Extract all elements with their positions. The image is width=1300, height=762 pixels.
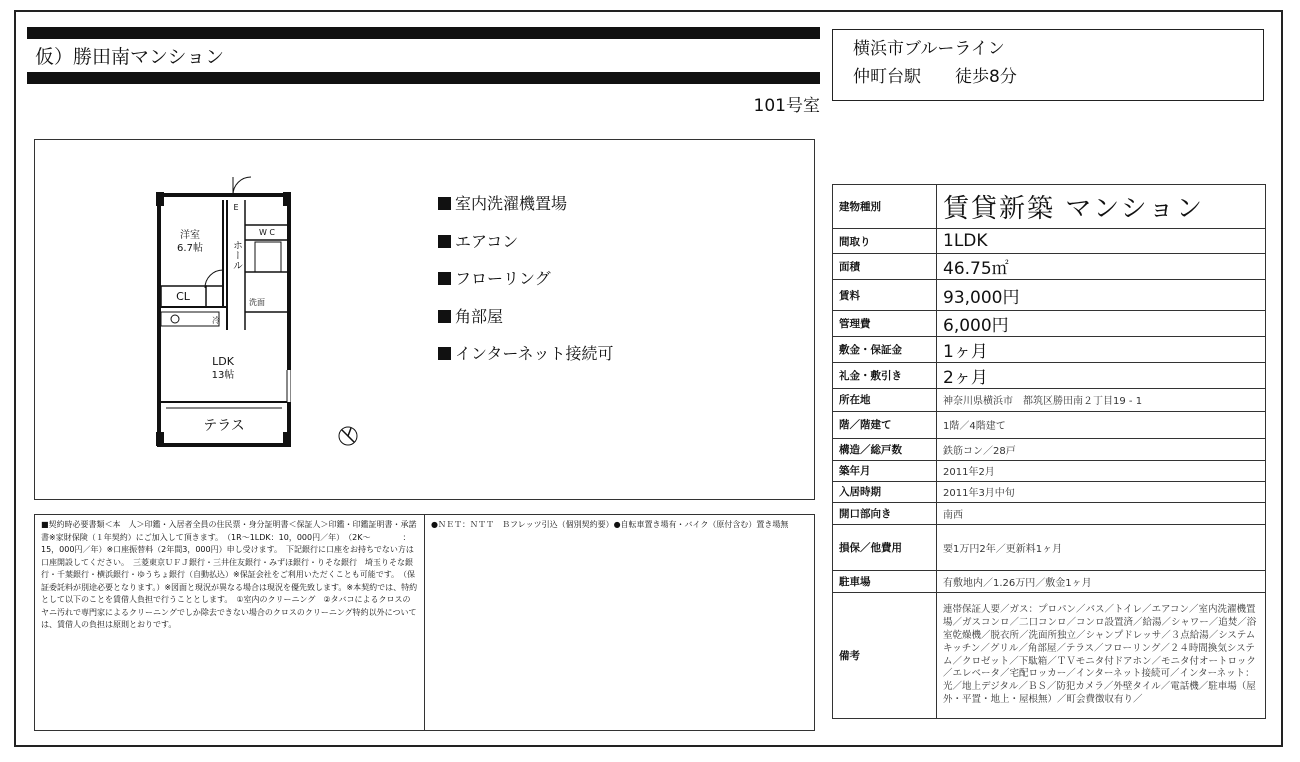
notes-panel	[34, 514, 815, 731]
spec-row	[833, 363, 1266, 389]
feature-item	[438, 191, 614, 229]
spec-label: 階／階建て	[833, 411, 937, 438]
feature-label: 角部屋	[455, 306, 504, 326]
feature-label: 室内洗濯機置場	[455, 194, 568, 213]
spec-label: 敷金・保証金	[833, 337, 937, 363]
spec-row	[833, 524, 1266, 570]
spec-label: 礼金・敷引き	[833, 363, 937, 389]
square-bullet-icon	[438, 235, 451, 248]
facility-notes: ●ＮＥＴ：ＮＴＴ Ｂフレッツ引込（個別契約要）●自転車置き場有・バイク（原付含む）置き場無	[431, 520, 789, 529]
train-line: 横浜市ブルーライン	[853, 39, 1005, 59]
room-number: 101号室	[753, 96, 820, 116]
spec-label: 開口部向き	[833, 503, 937, 525]
spec-label: 賃料	[833, 280, 937, 311]
title-bar-top	[27, 27, 820, 39]
spec-row	[833, 460, 1266, 481]
station-walk: 仲町台駅 徒歩8分	[853, 67, 1017, 87]
title-bar-bottom	[27, 72, 820, 84]
room-size-ldk: 13帖	[211, 370, 235, 381]
room-label-entrance: E	[233, 203, 239, 212]
feature-label: エアコン	[455, 231, 519, 251]
spec-value: 南西	[937, 503, 1266, 525]
feature-item	[438, 304, 614, 342]
room-label-terrace: テラス	[203, 418, 245, 434]
spec-row	[833, 570, 1266, 593]
feature-list	[438, 191, 614, 379]
room-label-fridge: 冷	[212, 316, 220, 325]
spec-value: 46.75㎡	[937, 254, 1266, 280]
feature-label: インターネット接続可	[455, 344, 614, 363]
room-label-hall: ホール	[230, 240, 242, 270]
spec-value: 6,000円	[937, 311, 1266, 337]
square-bullet-icon	[438, 310, 451, 323]
square-bullet-icon	[438, 347, 451, 360]
room-label-washroom: 洗面	[249, 298, 265, 307]
spec-value: 連帯保証人要／ガス：プロパン／バス／トイレ／エアコン／室内洗濯機置場／ガスコンロ／二口コンロ／コンロ設置済／給湯／シャワー／追焚／浴室乾燥機／脱衣所／洗面所独立／シャンプドレッサ／３点給湯／システムキッチン／グリル／角部屋／テラス／フローリング／２４時間換気システム／クロゼット／下駄箱／ＴＶモニタ付ドアホン／モニタ付オートロック／エレベータ／宅配ロッカー／インターネット接続可／インターネット：光／地上デジタル／ＢＳ／防犯カメラ／外壁タイル／電話機／駐車場（屋外・平置・地上・屋根無）／町会費徴収有り／	[937, 593, 1266, 719]
spec-row	[833, 280, 1266, 311]
spec-value: 神奈川県横浜市 都筑区勝田南２丁目19 - 1	[937, 389, 1266, 412]
spec-row	[833, 593, 1266, 719]
spec-label: 損保／他費用	[833, 524, 937, 570]
spec-value: 2011年3月中旬	[937, 481, 1266, 503]
spec-row	[833, 503, 1266, 525]
feature-item	[438, 229, 614, 267]
spec-label: 間取り	[833, 229, 937, 254]
spec-row	[833, 481, 1266, 503]
feature-item	[438, 266, 614, 304]
spec-value: 要1万円2年／更新料1ヶ月	[937, 524, 1266, 570]
access-box	[832, 29, 1264, 101]
spec-row	[833, 185, 1266, 229]
feature-item	[438, 341, 614, 379]
spec-row	[833, 389, 1266, 412]
floorplan-drawing	[35, 140, 813, 498]
room-size-western: 6.7帖	[177, 243, 203, 254]
spec-row	[833, 411, 1266, 438]
spec-value: 2011年2月	[937, 460, 1266, 481]
feature-label: フローリング	[455, 269, 551, 288]
spec-label: 構造／総戸数	[833, 438, 937, 460]
spec-label: 建物種別	[833, 185, 937, 229]
spec-value: 賃貸新築 マンション	[937, 185, 1266, 229]
spec-table	[832, 184, 1266, 719]
spec-row	[833, 438, 1266, 460]
spec-value: 1LDK	[937, 229, 1266, 254]
spec-row	[833, 229, 1266, 254]
room-label-closet: CL	[176, 290, 190, 303]
spec-value: 2ヶ月	[937, 363, 1266, 389]
spec-label: 所在地	[833, 389, 937, 412]
spec-row	[833, 254, 1266, 280]
spec-value: 1ヶ月	[937, 337, 1266, 363]
floorplan-panel	[34, 139, 815, 500]
spec-value: 有敷地内／1.26万円／敷金1ヶ月	[937, 570, 1266, 593]
square-bullet-icon	[438, 197, 451, 210]
spec-row	[833, 337, 1266, 363]
spec-label: 駐車場	[833, 570, 937, 593]
spec-row	[833, 311, 1266, 337]
room-label-western: 洋室	[180, 230, 200, 241]
room-label-wc: W C	[258, 228, 276, 237]
spec-label: 入居時期	[833, 481, 937, 503]
spec-label: 管理費	[833, 311, 937, 337]
spec-label: 築年月	[833, 460, 937, 481]
spec-value: 1階／4階建て	[937, 411, 1266, 438]
room-label-ldk: LDK	[212, 355, 234, 368]
spec-label: 備考	[833, 593, 937, 719]
spec-label: 面積	[833, 254, 937, 280]
spec-value: 鉄筋コン／28戸	[937, 438, 1266, 460]
spec-value: 93,000円	[937, 280, 1266, 311]
square-bullet-icon	[438, 272, 451, 285]
property-name: 仮）勝田南マンション	[35, 46, 225, 68]
contract-notes: ■契約時必要書類＜本 人＞印鑑・入居者全員の住民票・身分証明書＜保証人＞印鑑・印鑑証明書・承諾書※家財保険（１年契約）にご加入して頂きます。 （1R～1LDK：10，000円／年） （2K～ ：15，000円／年）※口座振替料（2年間3，000円）申し受けます。 下記銀行に口座をお持ちでない方は口座開設してください。 三菱東京ＵＦＪ銀行・三井住友銀行・みずほ銀行・りそな銀行 埼玉りそな銀行・千葉銀行・横浜銀行・ゆうちょ銀行（自動払込）※保証会社をご利用いただくことも可能です。 （保証委託料が別途必要となります。）※図面と現況が異なる場合は現況を優先致します。※本契約では、特約として以下のことを賃借人負担で行うこととします。 ①室内のクリーニング ②タバコによるクロスのヤニ汚れで専門家によるクリーニングでしか除去できない場合のクロスのクリーニング特約以外については、賃借人の負担は原則とおりです。	[35, 515, 425, 730]
